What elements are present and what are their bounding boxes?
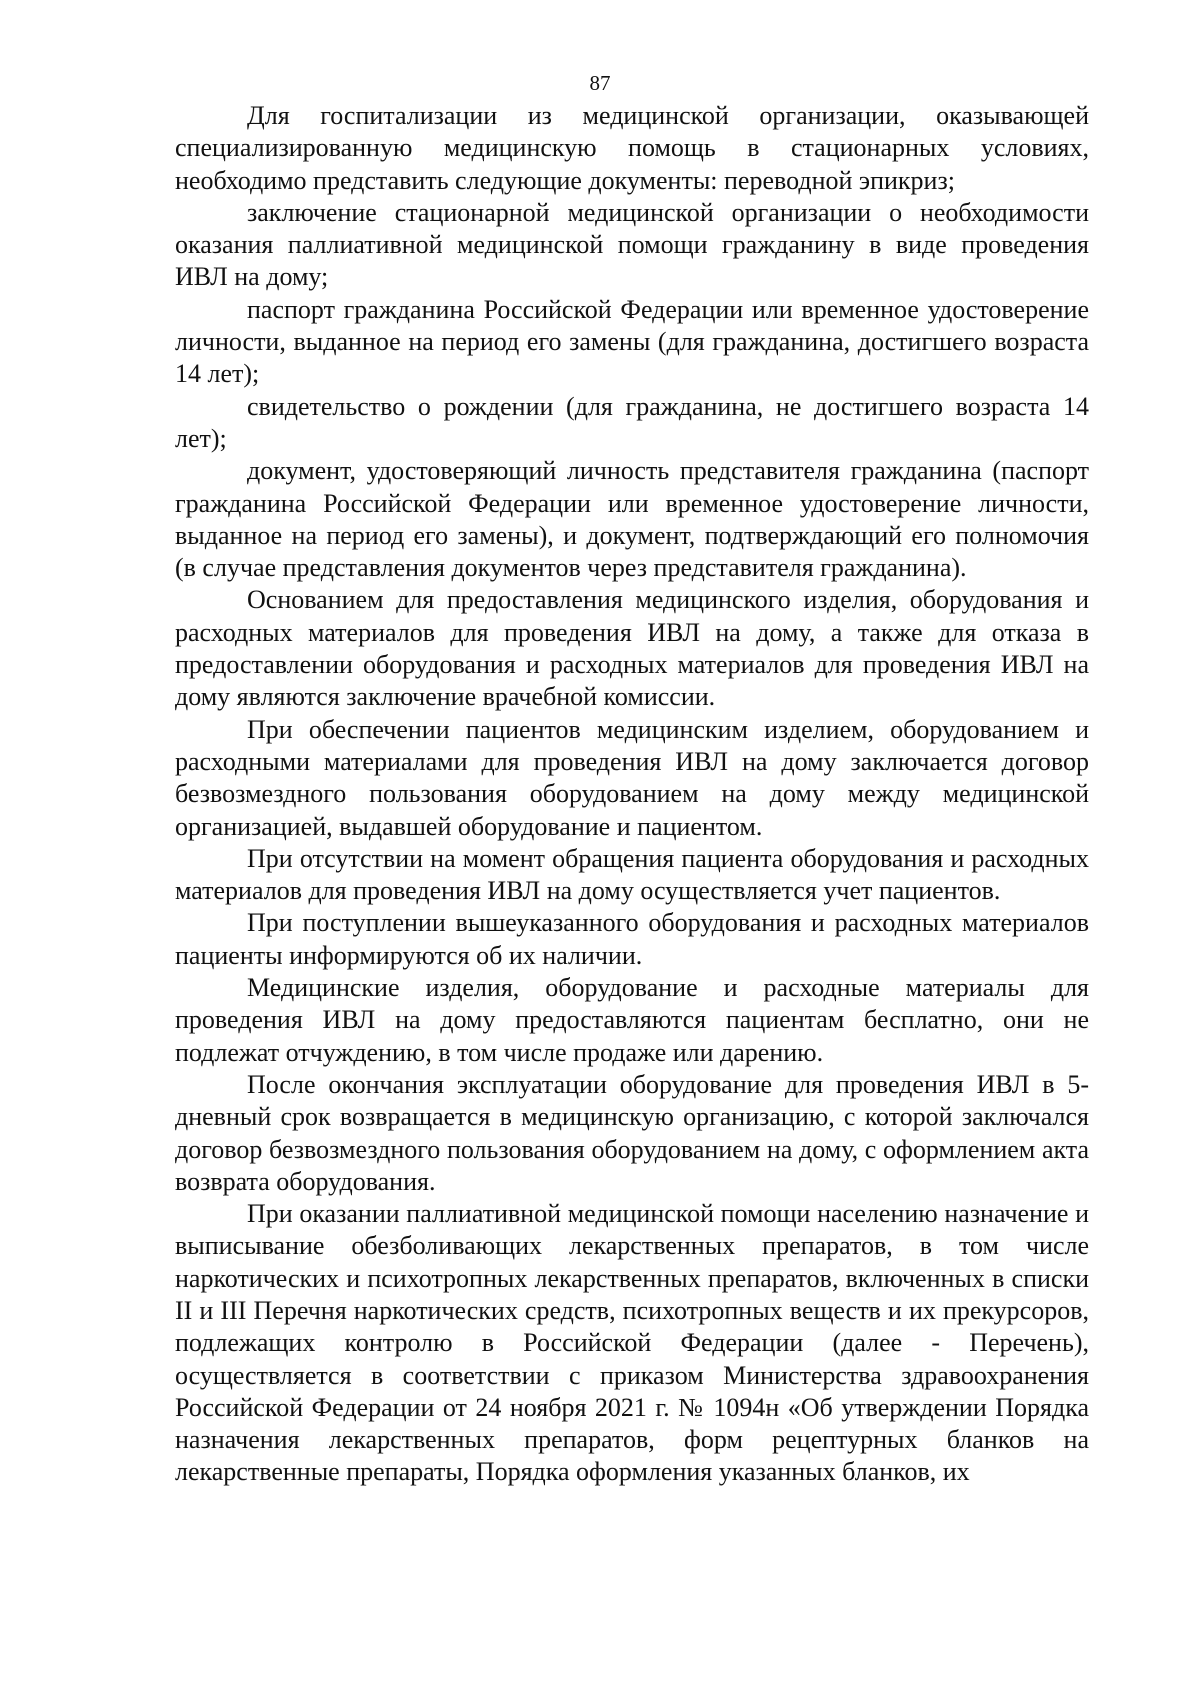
paragraph-equipment-return: После окончания эксплуатации оборудование для проведения ИВЛ в 5-дневный срок возвращается в медицинскую организацию, с которой заключался договор безвозмездного пользования оборудованием на дому, с оформлением акта возврата оборудования. — [175, 1069, 1089, 1196]
paragraph-patient-registration: При отсутствии на момент обращения пациента оборудования и расходных материалов для проведения ИВЛ на дому осуществляется учет пациентов. — [175, 843, 1089, 906]
paragraph-free-of-charge: Медицинские изделия, оборудование и расходные материалы для проведения ИВЛ на дому предоставляются пациентам бесплатно, они не подлежат отчуждению, в том числе продаже или дарению. — [175, 973, 1089, 1067]
paragraph-hospital-conclusion: заключение стационарной медицинской организации о необходимости оказания паллиативной медицинской помощи гражданину в виде проведения ИВЛ на дому; — [175, 197, 1089, 292]
paragraph-passport: паспорт гражданина Российской Федерации или временное удостоверение личности, выданное на период его замены (для гражданина, достигшего возраста 14 лет); — [175, 294, 1089, 389]
paragraph-grounds-for-provision: Основанием для предоставления медицинского изделия, оборудования и расходных материалов для проведения ИВЛ на дому, а также для отказа в предоставлении оборудования и расходных материалов для проведения ИВЛ на дому являются заключение врачебной комиссии. — [175, 585, 1089, 712]
paragraph-analgesic-prescription: При оказании паллиативной медицинской помощи населению назначение и выписывание обезболивающих лекарственных препаратов, в том числе наркотических и психотропных лекарственных препаратов, включенных в списки II и III Перечня наркотических средств, психотропных веществ и их прекурсоров, подлежащих контролю в Российской Федерации (далее - Перечень), осуществляется в соответствии с приказом Министерства здравоохранения Российской Федерации от 24 ноября 2021 г. № 1094н «Об утверждении Порядка назначения лекарственных препаратов, форм рецептурных бланков на лекарственные препараты, Порядка оформления указанных бланков, их — [175, 1199, 1089, 1487]
paragraph-hospitalization-documents: Для госпитализации из медицинской организации, оказывающей специализированную медицинскую помощь в стационарных условиях, необходимо представить следующие документы: переводной эпикриз; — [175, 101, 1089, 195]
page-number: 87 — [589, 71, 611, 95]
paragraph-gratuitous-use-agreement: При обеспечении пациентов медицинским изделием, оборудованием и расходными материалами для проведения ИВЛ на дому заключается договор безвозмездного пользования оборудованием на дому между медицинской организацией, выдавшей оборудование и пациентом. — [175, 714, 1089, 841]
paragraph-birth-certificate: свидетельство о рождении (для гражданина, не достигшего возраста 14 лет); — [175, 391, 1089, 453]
paragraph-representative-document: документ, удостоверяющий личность представителя гражданина (паспорт гражданина Российской Федерации или временное удостоверение личности, выданное на период его замены), и документ, подтверждающий его полномочия (в случае представления документов через представителя гражданина). — [175, 456, 1089, 583]
paragraph-availability-notice: При поступлении вышеуказанного оборудования и расходных материалов пациенты информируются об их наличии. — [175, 908, 1089, 970]
document-body — [175, 100, 1089, 1489]
